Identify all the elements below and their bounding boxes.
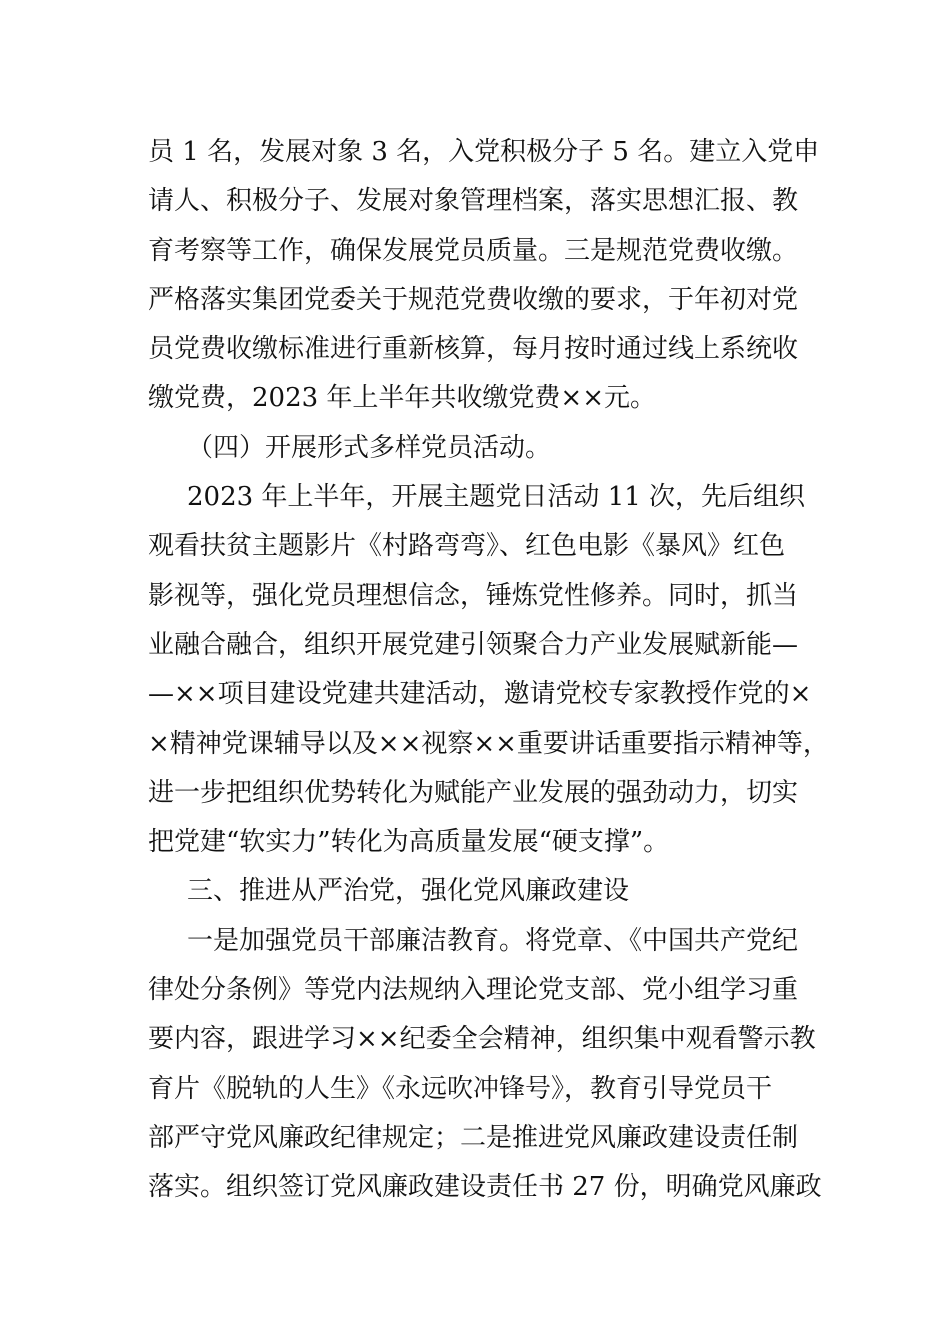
- document-line: 育片《脱轨的人生》《永远吹冲锋号》，教育引导党员干: [148, 1073, 773, 1104]
- document-line: （四）开展形式多样党员活动。: [187, 432, 552, 463]
- document-line: 部严守党风廉政纪律规定；二是推进党风廉政建设责任制: [148, 1122, 799, 1153]
- document-line: 育考察等工作，确保发展党员质量。三是规范党费收缴。: [148, 235, 799, 266]
- document-line: 观看扶贫主题影片《村路弯弯》、红色电影《暴风》红色: [148, 531, 786, 562]
- document-line: 员 1 名，发展对象 3 名，入党积极分子 5 名。建立入党申: [148, 137, 820, 167]
- document-line: 缴党费，2023 年上半年共收缴党费××元。: [148, 383, 657, 414]
- document-line: 影视等，强化党员理想信念，锤炼党性修养。同时，抓当: [148, 580, 799, 611]
- document-line: 严格落实集团党委关于规范党费收缴的要求，于年初对党: [148, 284, 799, 315]
- document-line: 把党建“软实力”转化为高质量发展“硬支撑”。: [148, 827, 670, 858]
- document-line: 一是加强党员干部廉洁教育。将党章、《中国共产党纪: [187, 925, 799, 956]
- document-line: 请人、积极分子、发展对象管理档案，落实思想汇报、教: [148, 186, 799, 217]
- document-line: 三、推进从严治党，强化党风廉政建设: [187, 876, 630, 907]
- document-line: 业融合融合，组织开展党建引领聚合力产业发展赋新能—: [148, 629, 799, 660]
- document-line: 要内容，跟进学习××纪委全会精神，组织集中观看警示教: [148, 1024, 816, 1055]
- document-line: —××项目建设党建共建活动，邀请党校专家教授作党的×: [148, 679, 812, 710]
- document-line: 律处分条例》等党内法规纳入理论党支部、党小组学习重: [148, 975, 799, 1006]
- document-line: 落实。组织签订党风廉政建设责任书 27 份，明确党风廉政: [148, 1172, 822, 1203]
- document-body: [148, 128, 828, 1213]
- document-line: 2023 年上半年，开展主题党日活动 11 次，先后组织: [187, 482, 806, 513]
- document-line: 进一步把组织优势转化为赋能产业发展的强劲动力，切实: [148, 777, 799, 808]
- document-line: ×精神党课辅导以及××视察××重要讲话重要指示精神等，: [148, 728, 829, 759]
- document-line: 员党费收缴标准进行重新核算，每月按时通过线上系统收: [148, 334, 799, 365]
